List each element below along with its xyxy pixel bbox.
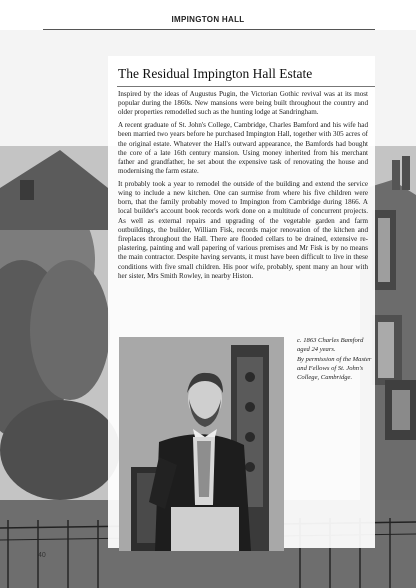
- running-header-title: IMPINGTON HALL: [171, 15, 245, 24]
- article-body: [118, 90, 368, 285]
- running-header: [0, 0, 416, 30]
- caption-credit: By permission of the Master and Fellows of St. John's College, Cambridge.: [297, 356, 372, 381]
- figure-caption: [297, 337, 375, 383]
- article-title: The Residual Impington Hall Estate: [118, 66, 313, 81]
- paragraph: A recent graduate of St. John's College, Cambridge, Charles Bamford and his wife had been married two years before he purchased Impington Hall, together with 305 acres of the original estate. Whatever the Hall's outward appearance, the Bamfords had bought the core of a late 16th century mansion. Using money inherited from his merchant father and grandfather, he set about the expensive task of renovating the house and modernising the farm estate.: [118, 121, 368, 176]
- portrait-photo-charles-bamford: [119, 337, 284, 551]
- caption-text: c. 1863 Charles Bamford aged 24 years.: [297, 337, 364, 353]
- paragraph: Inspired by the ideas of Augustus Pugin, the Victorian Gothic revival was at its most popular during the 1860s. New mansions were being built throughout the country and older properties remodelled such as the hunting lodge at Sandringham.: [118, 90, 368, 117]
- page-number: 40: [38, 552, 46, 559]
- title-rule: [117, 86, 375, 87]
- paragraph: It probably took a year to remodel the outside of the building and extend the service wing to include a new kitchen. One can surmise from where his five children were born, that the family probably moved to Impington from Cambridge during 1866. A local builder's account book records work done on a multitude of concurrent projects. As well as external repairs and upgrading of the vegetable garden and farm outbuildings, the builder, William Fisk, records major renovation of the kitchen and fireplaces throughout the Hall. There are flooded cellars to be drained, extensive re-plastering, painting and wall papering of various premises and Mr Fisk is by no means the main contractor. Despite having servants, it must have been difficult to live in these conditions with five small children. His poor wife, probably, spent many an hour with her sister, Mrs Smith Rowley, in nearby Histon.: [118, 179, 368, 280]
